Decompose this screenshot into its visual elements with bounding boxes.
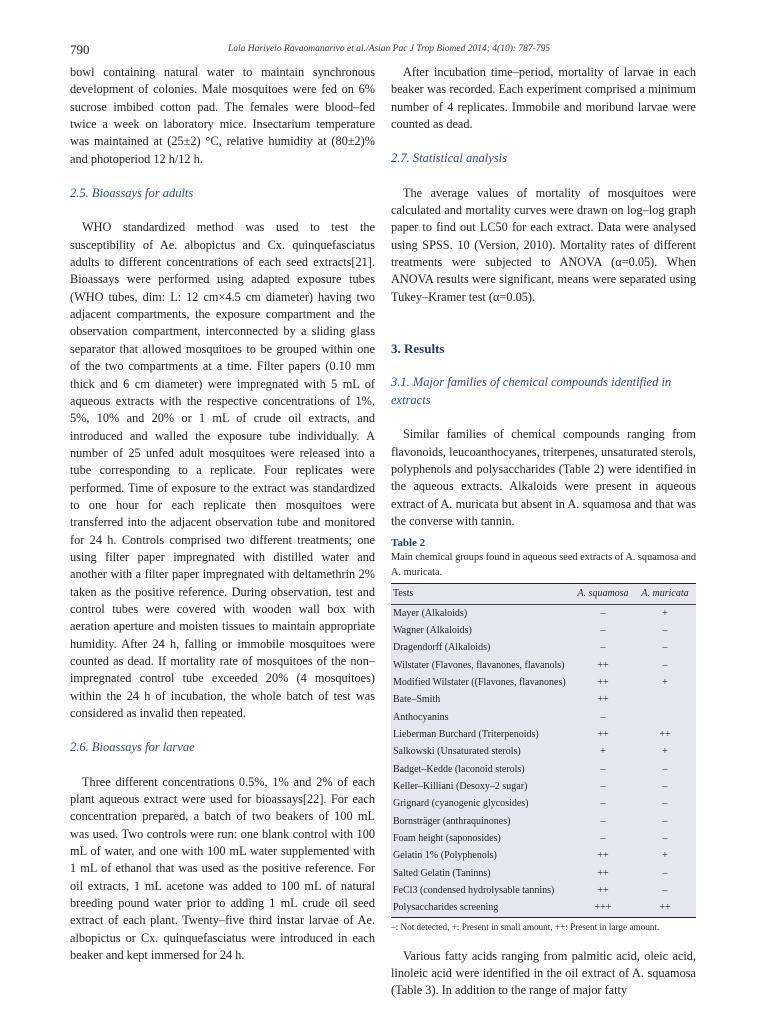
paragraph: After incubation time–period, mortality of larvae in each beaker was recorded. Each experiment comprised a minimum number of 4 replicates. Immobile and moribund larvae were counted as dead.: [391, 65, 696, 132]
result-cell: ++: [597, 676, 609, 688]
result-cell: ++: [659, 728, 671, 740]
paragraph: bowl containing natural water to maintain synchronous development of colonies. Male mosquitoes were fed on 6% sucrose imbibed cotton pad. The females were blood–fed twice a week on laboratory mice. Insectarium temperature was maintained at (25±2) °C, relative humidity at (80±2)% and photoperiod 12 h/12 h.: [70, 65, 375, 166]
running-head: Lala Harivelo Ravaomanarivo et al./Asian Pac J Trop Biomed 2014; 4(10): 787-795: [228, 44, 551, 54]
test-name: Salkowski (Unsaturated sterols): [393, 746, 521, 758]
result-cell: ++: [597, 885, 609, 897]
table-title: Table 2: [391, 537, 426, 550]
result-cell: [634, 709, 696, 726]
test-name: Wilstater (Flavones, flavanones, flavanols): [393, 659, 565, 671]
test-name: Keller–Killiani (Desoxy–2 sugar): [393, 781, 528, 792]
result-cell: –: [662, 798, 668, 810]
test-name: Bate–Smith: [393, 694, 441, 706]
result-cell: –: [662, 815, 668, 827]
result-cell: –: [600, 781, 606, 792]
result-cell: –: [662, 867, 668, 879]
result-cell: –: [600, 833, 606, 845]
right-column: [391, 64, 696, 1000]
section-heading: 2.6. Bioassays for larvae: [70, 740, 195, 755]
test-name: Gelatin 1% (Polyphenols): [393, 850, 497, 862]
test-name: Foam height (saponosides): [393, 833, 501, 845]
result-cell: ++: [597, 867, 609, 879]
result-cell: –: [662, 781, 668, 792]
result-cell: –: [600, 763, 606, 775]
result-cell: –: [662, 833, 668, 845]
test-name: Wagner (Alkaloids): [393, 624, 472, 636]
result-cell: –: [662, 763, 668, 775]
table-row: [391, 778, 696, 795]
table-row: [391, 899, 696, 917]
result-cell: ++: [597, 659, 609, 671]
result-cell: –: [600, 711, 606, 723]
test-name: Polysaccharides screening: [393, 902, 499, 914]
table-row: [391, 691, 696, 708]
table-caption: Main chemical groups found in aqueous seed extracts of A. squamosa and A. muricata.: [391, 552, 696, 579]
test-name: Mayer (Alkaloids): [393, 607, 468, 619]
test-name: Grignard (cyanogenic glycosides): [393, 798, 529, 810]
table-footnote: –: Not detected, +: Present in small amount, ++: Present in large amount.: [391, 921, 660, 932]
paragraph: The average values of mortality of mosquitoes were calculated and mortality curves were drawn on log–log graph paper to find out LC50 for each extract. Data were analysed using SPSS. 10 (Version, 2010). Mortality rates of different treatments were subjected to ANOVA (α=0.05). When ANOVA results were significant, means were separated using Tukey–Kramer test (α=0.05).: [391, 185, 696, 304]
chemical-groups-table: [391, 583, 696, 918]
test-name: Lieberman Burchard (Triterpenoids): [393, 728, 539, 740]
test-name: Badget–Kedde (laconoid sterols): [393, 763, 525, 775]
table-row: [391, 795, 696, 812]
result-cell: +: [662, 607, 668, 619]
page-number: 790: [70, 42, 90, 57]
table-row: [391, 813, 696, 830]
result-cell: +: [600, 746, 606, 758]
paragraph: Three different concentrations 0.5%, 1% and 2% of each plant aqueous extract were used for bioassays[22]. For each concentration prepared, a batch of two beakers of 100 mL was used. Two controls were run: one blank control with 100 mL of water, and one with 100 mL water supplemented with 1 mL of ethanol that was used as the positive reference. For oil extracts, 1 mL acetone was added to 100 mL of natural breeding pound water prior to adding 1 mL crude oil seed extract of each plant. Twenty–five third instar larvae of Ae. albopictus or Cx. quinquefasciatus were introduced in each beaker and kept immersed for 24 h.: [70, 774, 375, 963]
result-cell: –: [600, 815, 606, 827]
section-heading: 2.7. Statistical analysis: [391, 151, 507, 166]
result-cell: –: [662, 642, 668, 654]
result-cell: +: [662, 676, 668, 688]
section-heading: 3. Results: [391, 341, 445, 357]
test-name: FeCl3 (condensed hydrolysable tannins): [393, 885, 555, 897]
paragraph: Various fatty acids ranging from palmitic acid, oleic acid, linoleic acid were identified in the oil extract of A. squamosa (Table 3). In addition to the range of major fatty: [391, 948, 696, 998]
test-name: Anthocyanins: [393, 711, 449, 723]
test-name: Bornsträger (anthraquinones): [393, 815, 511, 827]
result-cell: –: [662, 885, 668, 897]
table-row: [391, 726, 696, 743]
result-cell: +++: [594, 902, 612, 914]
result-cell: –: [600, 798, 606, 810]
result-cell: –: [600, 624, 606, 636]
result-cell: –: [662, 624, 668, 636]
paragraph: WHO standardized method was used to test the susceptibility of Ae. albopictus and Cx. quinquefasciatus adults to different concentrations of each seed extracts[21]. Bioassays were performed using adapted exposure tubes (WHO tubes, dim: L: 12 cm×4.5 cm diameter) having two adjacent compartments, the exposure compartment and the observation compartment, interconnected by a sliding glass separator that allowed mosquitoes to be grouped within one of the two compartments at a time. Filter papers (0.10 mm thick and 6 cm diameter) were impregnated with 5 mL of aqueous extracts with the respective concentrations of 1%, 5%, 10% and 20% or 1 mL of crude oil extracts, and introduced and walled the exposure tube individually. A number of 25 unfed adult mosquitoes were released into a tube corresponding to a replicate. Four replicates were performed. Time of exposure to the extract was standardized to one hour for each replicate then mosquitoes were transferred into the adjacent observation tube and monitored for 24 h. Controls comprised two different treatments; one using filter paper impregnated with distilled water and another with a filter paper impregnated with deltamethrin 2% taken as the positive reference. During observation, test and control tubes were covered with wooden wall box with aeration aperture and moisten tissues to maintain appropriate humidity. After 24 h, falling or immobile mosquitoes were counted as dead. If mortality rate of mosquitoes of the non–impregnated control tube exceeded 20% (4 mosquitoes) within the 24 h of incubation, the whole batch of test was considered as invalid then repeated.: [70, 220, 375, 721]
result-cell: ++: [597, 728, 609, 740]
left-column: [70, 64, 375, 965]
test-name: Salted Gelatin (Taninns): [393, 867, 491, 879]
result-cell: ++: [597, 694, 609, 706]
result-cell: ++: [597, 850, 609, 862]
table-row: [391, 882, 696, 899]
result-cell: [634, 691, 696, 708]
column-header: A. muricata: [634, 584, 696, 604]
result-cell: –: [600, 642, 606, 654]
table-row: [391, 604, 696, 622]
table-row: [391, 709, 696, 726]
table-row: [391, 830, 696, 847]
result-cell: –: [600, 607, 606, 619]
column-header: Tests: [391, 584, 572, 604]
result-cell: ++: [659, 902, 671, 914]
table-row: [391, 865, 696, 882]
table-row: [391, 847, 696, 864]
test-name: Dragendorff (Alkaloids): [393, 642, 491, 654]
result-cell: +: [662, 746, 668, 758]
test-name: Modified Wilstater ((Flavones, flavanones): [393, 676, 566, 688]
table-row: [391, 622, 696, 639]
table-row: [391, 743, 696, 760]
result-cell: +: [662, 850, 668, 862]
table-row: [391, 639, 696, 656]
section-heading: 3.1. Major families of chemical compounds identified in extracts: [391, 375, 672, 407]
table-row: [391, 761, 696, 778]
paragraph: Similar families of chemical compounds ranging from flavonoids, leucoanthocyanes, triterpenes, unsaturated sterols, polyphenols and polysaccharides (Table 2) were identified in the aqueous extracts. Alkaloids were present in aqueous extract of A. muricata but absent in A. squamosa and that was the converse with tannin.: [391, 427, 696, 528]
column-header: A. squamosa: [572, 584, 634, 604]
result-cell: –: [662, 659, 668, 671]
table-row: [391, 674, 696, 691]
table-row: [391, 657, 696, 674]
section-heading: 2.5. Bioassays for adults: [70, 186, 194, 201]
